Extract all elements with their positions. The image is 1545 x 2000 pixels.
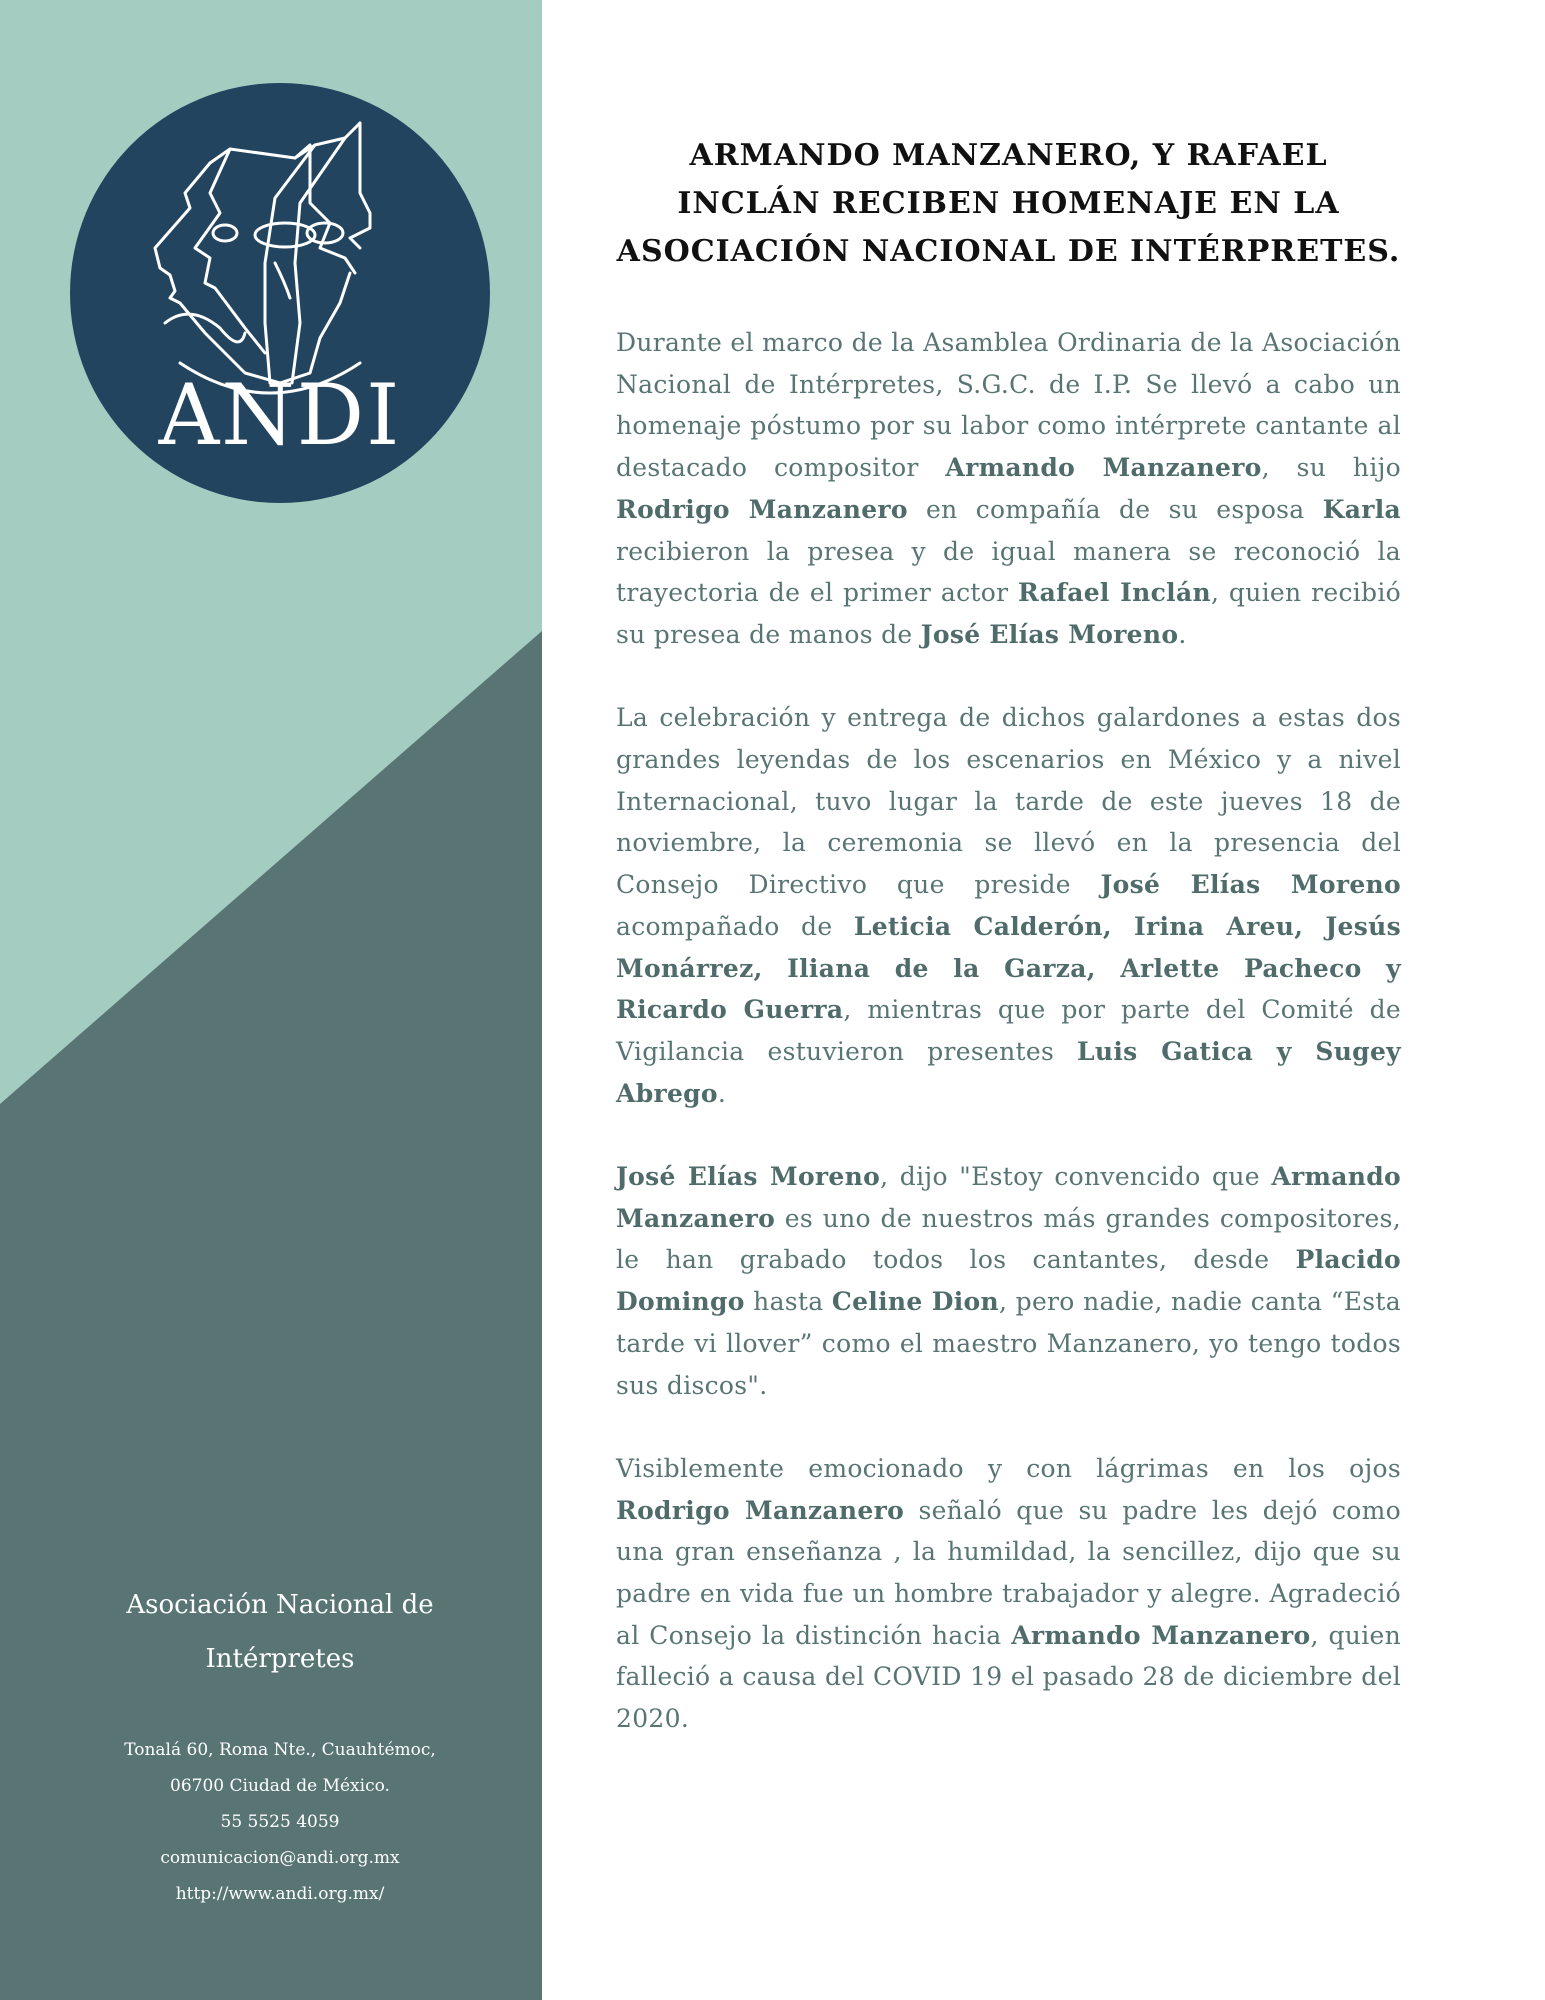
paragraph-text: La celebración y entrega de dichos galardones a estas dos grandes leyendas de los escenarios en México y a nivel Internacional, tuvo lugar la tarde de este jueves 18 de noviembre, la ceremonia se llevó en la presencia del Consejo Directivo que preside (616, 703, 1401, 900)
paragraph-text: . (1178, 619, 1187, 649)
address-line-1: Tonalá 60, Roma Nte., Cuauhtémoc, (124, 1740, 436, 1760)
paragraph-text: es uno de nuestros más grandes compositores, le han grabado todos los cantantes, desde (616, 1203, 1401, 1275)
highlighted-name: Leticia Calderón, Irina Areu, Jesús Monárrez, Iliana de la Garza, Arlette Pacheco y Ricardo Guerra (616, 911, 1401, 1025)
paragraph-text: . (717, 1078, 727, 1108)
email-link[interactable]: comunicacion@andi.org.mx (160, 1848, 400, 1868)
paragraph-text: recibieron la presea y de igual manera se reconoció la trayectoria de el primer actor (616, 536, 1401, 608)
highlighted-name: Rodrigo Manzanero (616, 1495, 905, 1525)
andi-logo (70, 83, 490, 503)
organization-name-line-2: Intérpretes (205, 1644, 355, 1674)
highlighted-name: José Elías Moreno (616, 1162, 881, 1192)
highlighted-name: Luis Gatica y Sugey Abrego (616, 1036, 1401, 1108)
article (616, 132, 1401, 1782)
paragraph-text: Visiblemente emocionado y con lágrimas en los ojos (616, 1453, 1401, 1483)
paragraph-text: hasta (744, 1287, 832, 1317)
paragraph-text: , dijo "Estoy convencido que (880, 1162, 1272, 1192)
highlighted-name: Armando Manzanero (1011, 1620, 1311, 1650)
article-title (616, 132, 1401, 276)
article-paragraph-1 (616, 322, 1401, 656)
highlighted-name: Armando Manzanero (616, 1162, 1401, 1233)
paragraph-text: , quien recibió su presea de manos de (616, 578, 1401, 649)
highlighted-name: Rafael Inclán (1018, 578, 1211, 608)
paragraph-text: acompañado de (616, 911, 854, 941)
paragraph-text: señaló que su padre les dejó como una gran enseñanza , la humildad, la sencillez, dijo que su padre en vida fue un hombre trabajador y alegre. Agradeció al Consejo la distinción hacia (616, 1495, 1401, 1650)
contact-block (0, 1732, 542, 1912)
organization-name-line-1: Asociación Nacional de (126, 1590, 434, 1620)
title-line-2: INCLÁN RECIBEN HOMENAJE EN LA (677, 186, 1340, 221)
highlighted-name: Karla (1322, 494, 1401, 524)
highlighted-name: Placido Domingo (616, 1245, 1401, 1317)
title-line-3: ASOCIACIÓN NACIONAL DE INTÉRPRETES. (616, 234, 1401, 269)
highlighted-name: Rodrigo Manzanero (616, 494, 908, 524)
website-link[interactable]: http://www.andi.org.mx/ (175, 1884, 385, 1904)
title-line-1: ARMANDO MANZANERO, Y RAFAEL (689, 138, 1328, 173)
highlighted-name: José Elías Moreno (1100, 870, 1401, 900)
paragraph-text: , pero nadie, nadie canta “Esta tarde vi llover” como el maestro Manzanero, yo tengo todos sus discos". (616, 1287, 1401, 1400)
organization-name (0, 1578, 542, 1686)
article-paragraph-4 (616, 1448, 1401, 1740)
paragraph-text: en compañía de su esposa (907, 494, 1323, 524)
highlighted-name: Celine Dion (831, 1287, 999, 1317)
paragraph-text: , mientras que por parte del Comité de Vigilancia estuvieron presentes (616, 995, 1401, 1066)
article-paragraph-3 (616, 1156, 1401, 1406)
logo-wordmark: ANDI (158, 366, 402, 464)
highlighted-name: José Elías Moreno (920, 619, 1179, 649)
phone-number: 55 5525 4059 (220, 1812, 340, 1832)
sidebar (0, 0, 542, 2000)
article-paragraph-2 (616, 697, 1401, 1114)
paragraph-text: , quien falleció a causa del COVID 19 el pasado 28 de diciembre del 2020. (616, 1620, 1402, 1734)
paragraph-text: Durante el marco de la Asamblea Ordinaria de la Asociación Nacional de Intérpretes, S.G.C. de I.P. Se llevó a cabo un homenaje póstumo por su labor como intérprete cantante al destacado compositor (616, 328, 1401, 483)
paragraph-text: , su hijo (1261, 453, 1402, 483)
highlighted-name: Armando Manzanero (945, 453, 1262, 483)
address-line-2: 06700 Ciudad de México. (170, 1776, 390, 1796)
